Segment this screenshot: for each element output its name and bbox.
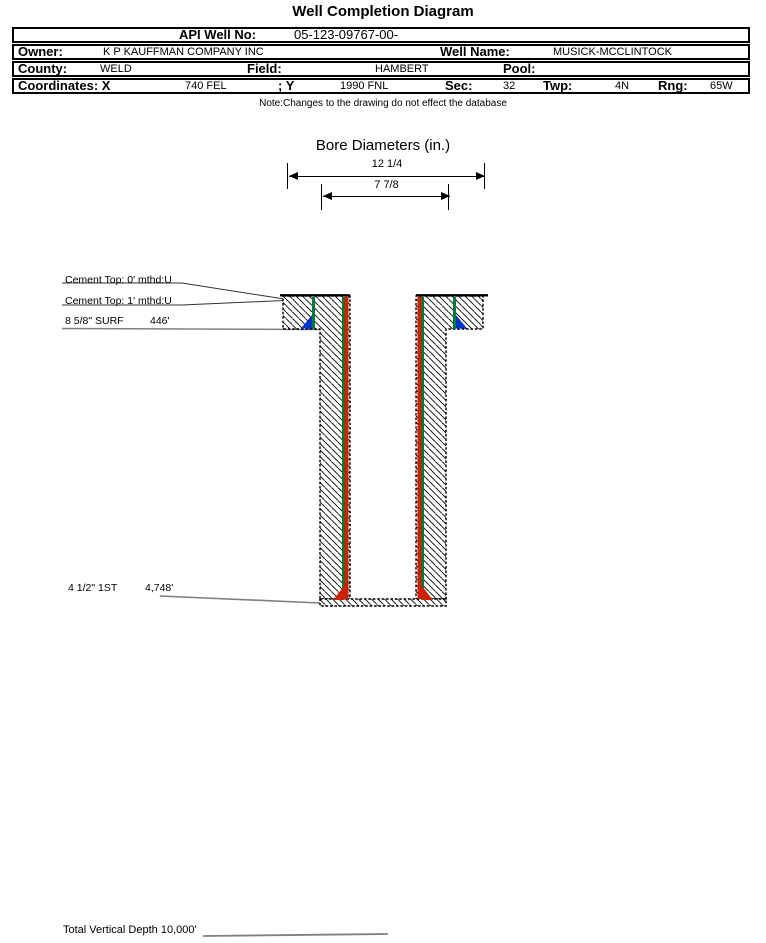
coord-y-value: 1990 FNL (340, 80, 389, 92)
cement-line-left (342, 297, 345, 599)
rng-label: Rng: (658, 78, 688, 93)
borehole-wall-right (416, 296, 483, 599)
cement-top-1-label: Cement Top: 1' mthd:U (65, 295, 172, 307)
leader-total-depth (203, 934, 388, 936)
inner-diameter-value: 7 7/8 (374, 179, 399, 191)
borehole-bottom-plug (320, 599, 446, 606)
production-casing-depth: 4,748' (145, 582, 174, 594)
casing-line-right (418, 297, 422, 599)
page-title: Well Completion Diagram (292, 3, 474, 20)
api-label: API Well No: (179, 27, 257, 42)
outer-diameter-value: 12 1/4 (371, 158, 403, 170)
twp-value: 4N (615, 80, 630, 92)
surface-casing-depth: 446' (150, 315, 170, 327)
coord-x-value: 740 FEL (185, 80, 227, 92)
coord-y-label: ; Y (278, 78, 295, 93)
leader-surface-casing (62, 329, 320, 330)
surface-casing-label: 8 5/8" SURF (65, 315, 124, 327)
rng-value: 65W (710, 80, 733, 92)
coordinates-label: Coordinates: X (18, 78, 111, 93)
casing-line-left (345, 297, 349, 599)
cement-top-line-right (453, 297, 456, 329)
county-value: WELD (100, 63, 132, 75)
borehole-wall-left (283, 296, 350, 599)
api-value: 05-123-09767-00- (294, 27, 399, 42)
cement-top-line-left (312, 297, 315, 329)
leader-production-casing (160, 596, 320, 603)
sec-value: 32 (503, 80, 516, 92)
pool-label: Pool: (503, 61, 536, 76)
database-note: Note:Changes to the drawing do not effect the database (259, 98, 507, 109)
well-name-label: Well Name: (440, 44, 510, 59)
county-label: County: (18, 61, 68, 76)
production-casing-label: 4 1/2" 1ST (68, 582, 118, 594)
cement-line-right (422, 297, 425, 599)
cement-top-0-label: Cement Top: 0' mthd:U (65, 274, 172, 286)
bore-diameters-title: Bore Diameters (in.) (315, 137, 451, 154)
owner-value: K P KAUFFMAN COMPANY INC (103, 46, 264, 58)
field-label: Field: (247, 61, 282, 76)
field-value: HAMBERT (375, 63, 429, 75)
sec-label: Sec: (445, 78, 473, 93)
total-vertical-depth-label: Total Vertical Depth 10,000' (63, 924, 197, 936)
twp-label: Twp: (543, 78, 573, 93)
well-name-value: MUSICK-MCCLINTOCK (553, 46, 672, 58)
owner-label: Owner: (18, 44, 63, 59)
